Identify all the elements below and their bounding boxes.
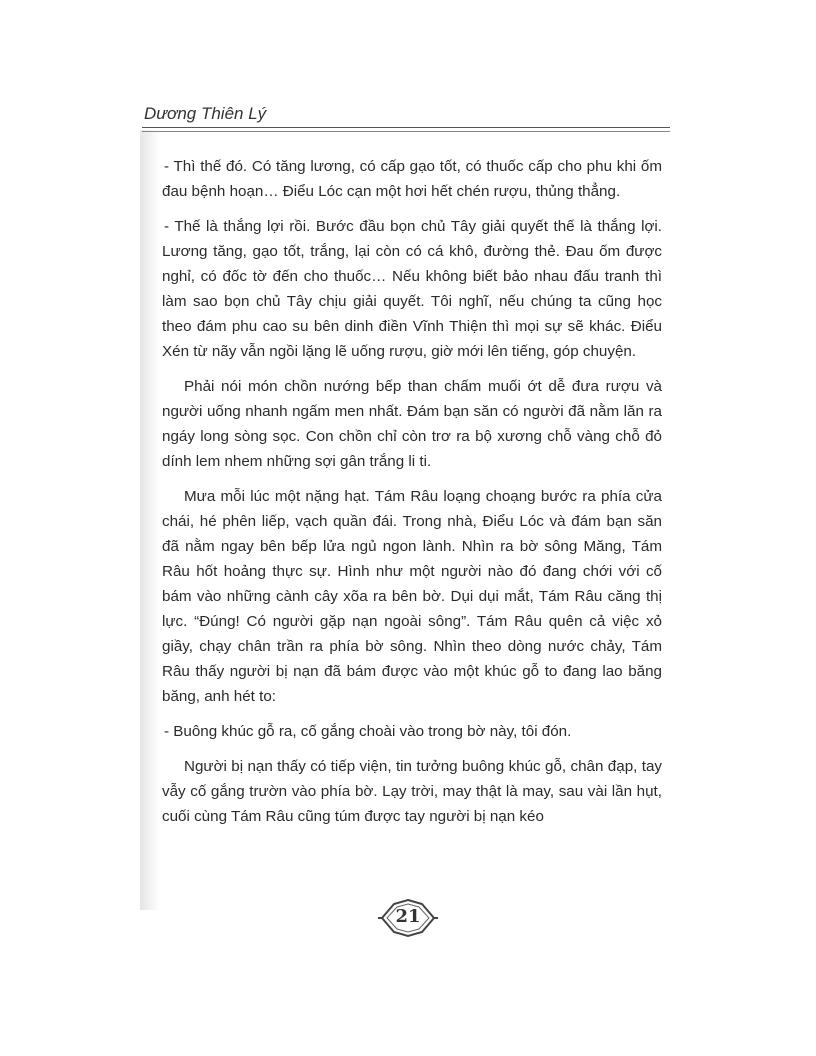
running-header-author: Dương Thiên Lý [144,104,267,123]
header-rule [142,127,670,128]
paragraph-5: - Buông khúc gỗ ra, cố gắng choài vào trong bờ này, tôi đón. [164,723,572,740]
paragraph-4: Mưa mỗi lúc một nặng hạt. Tám Râu loạng choạng bước ra phía cửa chái, hé phên liếp, vạch quần đái. Trong nhà, Điểu Lóc và đám bạn săn đã nằm ngay bên bếp lửa ngủ ngon lành. Nhìn ra bờ sông Măng, Tám Râu hốt hoảng thực sự. Hình như một người nào đó đang chới với cố bám vào những cành cây xõa ra bên bờ. Dụi dụi mắt, Tám Râu căng thị lực. “Đúng! Có người gặp nạn ngoài sông”. Tám Râu quên cả việc xỏ giầy, chạy chân trần ra phía bờ sông. Nhìn theo dòng nước chảy, Tám Râu thấy người bị nạn đã bám được vào một khúc gỗ to đang lao băng băng, anh hét to: [162,488,662,705]
paragraph-3: Phải nói món chồn nướng bếp than chấm muối ớt dễ đưa rượu và người uống nhanh ngấm men nhất. Đám bạn săn có người đã nằm lăn ra ngáy long sòng sọc. Con chồn chỉ còn trơ ra bộ xương chỗ vàng chỗ đỏ dính lem nhem những sợi gân trắng li ti. [162,378,662,470]
page-gutter-shadow [140,130,160,910]
page-number: 21 [395,906,421,927]
paragraph-1: - Thì thế đó. Có tăng lương, có cấp gạo tốt, có thuốc cấp cho phu khi ốm đau bệnh hoạn… Điểu Lóc cạn một hơi hết chén rượu, thủng thẳng. [162,158,662,200]
running-header [142,100,670,128]
header-rule-thin [142,131,670,132]
paragraph-6: Người bị nạn thấy có tiếp viện, tin tưởng buông khúc gỗ, chân đạp, tay vẫy cố gắng trườn vào phía bờ. Lạy trời, may thật là may, sau vài lần hụt, cuối cùng Tám Râu cũng túm được tay người bị nạn kéo [162,758,662,825]
body-text [162,154,662,839]
page-number-ornament [378,898,438,938]
paragraph-2: - Thế là thắng lợi rồi. Bước đầu bọn chủ Tây giải quyết thế là thắng lợi. Lương tăng, gạo tốt, trắng, lại còn có cá khô, đường thẻ. Đau ốm được nghỉ, có đốc tờ đến cho thuốc… Nếu không biết bảo nhau đấu tranh thì làm sao bọn chủ Tây chịu giải quyết. Tôi nghĩ, nếu chúng ta cũng học theo đám phu cao su bên dinh điền Vĩnh Thiện thì mọi sự sẽ khác. Điểu Xén từ nãy vẫn ngồi lặng lẽ uống rượu, giờ mới lên tiếng, góp chuyện. [162,218,662,360]
